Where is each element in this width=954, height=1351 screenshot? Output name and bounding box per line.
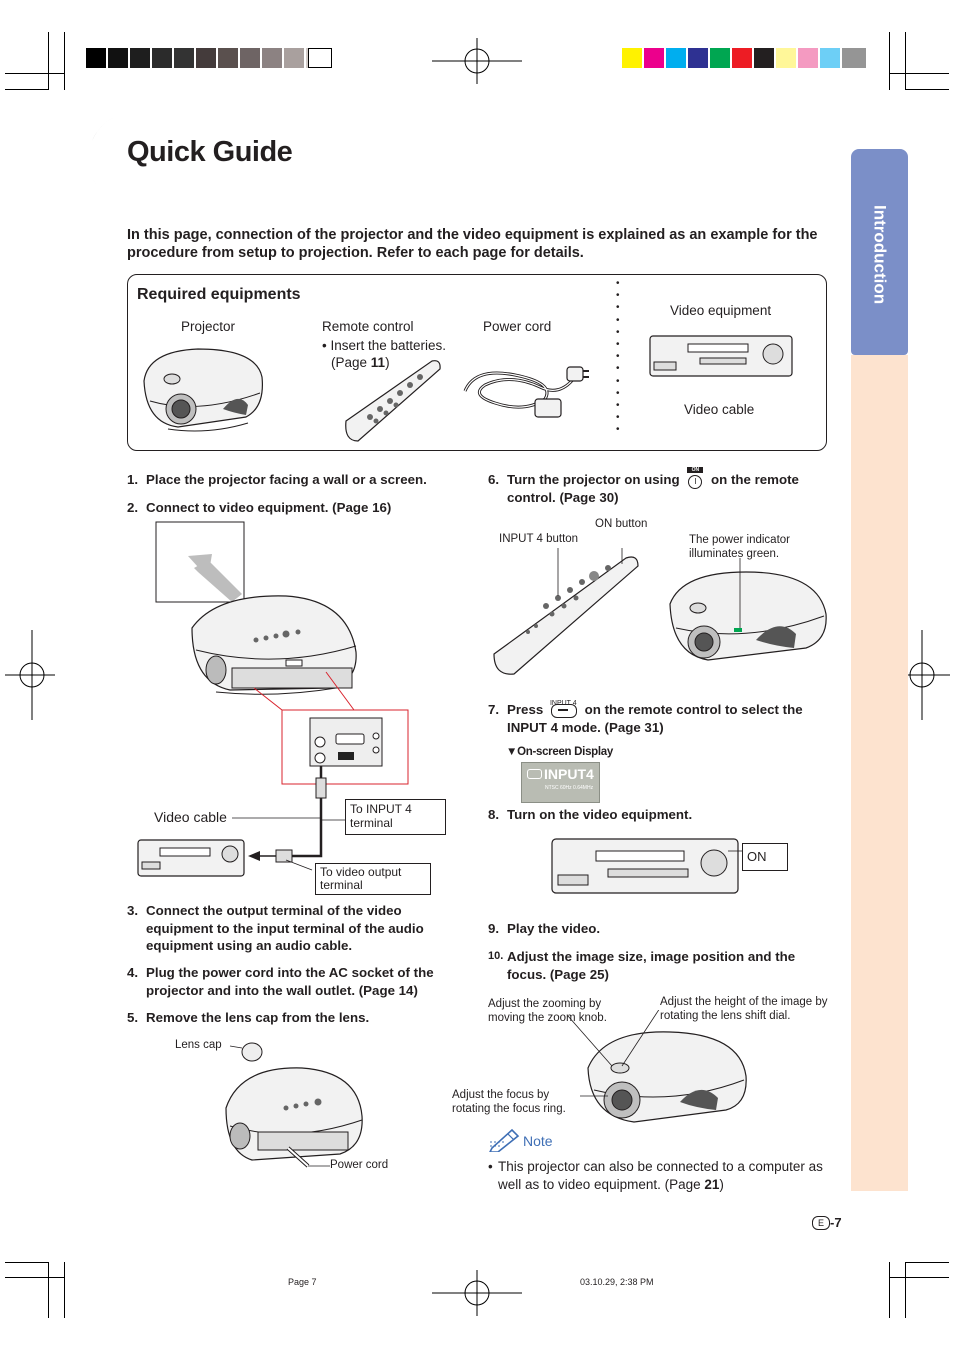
registration-mark-icon <box>432 38 522 84</box>
on-icon-label: ON <box>687 467 703 473</box>
step-5-text: Remove the lens cap from the lens. <box>146 1010 370 1025</box>
step-7 <box>488 701 833 736</box>
step-9-number: 9. <box>488 921 500 936</box>
step-7-text-b: on the remote control to select the INPUT 4 mode. (Page 31) <box>507 702 803 735</box>
intro-text: In this page, connection of the projector and the video equipment is explained as an example for the procedure from setup to projection. Refer to each page for details. <box>127 227 818 261</box>
note-text-a: This projector can also be connected to a computer as well as to video equipment. (Page <box>498 1159 823 1192</box>
note-label: Note <box>523 1133 553 1149</box>
remote-label: Remote control <box>322 319 414 334</box>
step-6-text-a: Turn the projector on using <box>507 472 680 487</box>
remote-page-suffix: ) <box>385 355 390 370</box>
input4-button-label: INPUT 4 button <box>499 533 579 545</box>
step-4-number: 4. <box>127 965 139 980</box>
step-3-number: 3. <box>127 903 139 918</box>
focus-label: Adjust the focus by rotating the focus ring. <box>452 1089 566 1115</box>
connection-diagram <box>136 520 466 895</box>
step-5-number: 5. <box>127 1010 139 1025</box>
step-8-text: Turn on the video equipment. <box>507 807 693 822</box>
note-pencil-icon <box>488 1126 524 1152</box>
footer-left: Page 7 <box>288 1277 317 1287</box>
registration-mark-icon <box>432 1270 522 1316</box>
step-4-text: Plug the power cord into the AC socket of the projector and into the wall outlet. (Page 14) <box>146 965 434 998</box>
projector-illustration <box>138 343 266 433</box>
remote-page-number: 11 <box>370 355 386 370</box>
vcr-on-diagram <box>550 835 745 897</box>
osd-signal-text: NTSC 60Hz 0.64MHz <box>545 785 594 791</box>
step-1-text: Place the projector facing a wall or a screen. <box>146 472 427 487</box>
osd-input-text: INPUT4 <box>544 766 594 782</box>
step-8 <box>488 806 833 824</box>
page-number <box>812 1215 842 1230</box>
to-input4-label: To INPUT 4 terminal <box>345 799 446 835</box>
step-5 <box>127 1009 467 1027</box>
to-video-output-label: To video output terminal <box>315 863 431 895</box>
step-9 <box>488 920 833 938</box>
page-badge: E <box>812 1216 830 1230</box>
step-6-number: 6. <box>488 472 500 487</box>
step-1-number: 1. <box>127 472 139 487</box>
remote-note: • Insert the batteries. (Page 11) <box>322 338 447 370</box>
registration-mark-icon <box>5 630 55 720</box>
zoom-label: Adjust the zooming by moving the zoom knob. <box>488 998 607 1024</box>
power-cord-illustration <box>455 347 590 427</box>
page-number-text: -7 <box>830 1215 842 1230</box>
footer-right: 03.10.29, 2:38 PM <box>580 1277 654 1287</box>
osd-input-icon <box>527 769 542 779</box>
diagram-video-cable-label: Video cable <box>154 809 227 825</box>
lens-shift-label: Adjust the height of the image by rotating the lens shift dial. <box>660 996 828 1022</box>
step-1 <box>127 471 467 489</box>
step-6 <box>488 467 833 506</box>
step-9-text: Play the video. <box>507 921 601 936</box>
step-2-text: Connect to video equipment. (Page 16) <box>146 500 392 515</box>
remote-illustration <box>340 355 445 445</box>
step-6-text-b: on the remote control. (Page 30) <box>507 472 799 505</box>
side-tab-label: Introduction <box>870 205 890 305</box>
step-8-number: 8. <box>488 807 500 822</box>
osd-heading-text: On-screen Display <box>517 746 613 758</box>
note-text: • This projector can also be connected to a computer as well as to video equipment. (Page 21) <box>488 1159 823 1192</box>
step-7-text-a: Press <box>507 702 544 717</box>
step-2-number: 2. <box>127 500 139 515</box>
vcr-illustration <box>648 332 794 380</box>
power-cord-diagram-label: Power cord <box>330 1159 389 1171</box>
step-10-number: 10. <box>488 950 504 962</box>
osd-heading: ▼On-screen Display <box>506 746 613 758</box>
remote-page-prefix: (Page <box>331 355 371 370</box>
note-text-b: ) <box>719 1177 724 1192</box>
step-7-number: 7. <box>488 702 500 717</box>
projector-label: Projector <box>181 319 236 334</box>
step-10 <box>488 948 833 983</box>
lens-cap-label: Lens cap <box>175 1039 222 1051</box>
input4-icon-label: INPUT 4 <box>549 700 577 707</box>
dotted-divider: • • • • • • • • • • • • • <box>616 278 620 436</box>
on-button-icon: ON I <box>686 474 704 486</box>
page-title: Quick Guide <box>127 136 293 168</box>
remote-note-text: Insert the batteries. <box>330 338 447 353</box>
step-2 <box>127 499 467 517</box>
power-cord-label: Power cord <box>483 319 552 334</box>
step-4 <box>127 964 467 999</box>
side-tab-background <box>851 355 908 1191</box>
step-3-text: Connect the output terminal of the video equipment to the input terminal of the audio equipment using an audio cable. <box>146 903 424 953</box>
adjustment-diagram <box>560 1010 750 1130</box>
step-10-text: Adjust the image size, image position and the focus. (Page 25) <box>507 949 796 982</box>
note-page-number: 21 <box>704 1177 720 1192</box>
video-cable-label: Video cable <box>684 402 755 417</box>
required-heading: Required equipments <box>137 286 301 303</box>
osd-display <box>521 762 600 803</box>
input4-button-icon <box>549 700 578 716</box>
on-button-label: ON button <box>595 518 648 530</box>
remote-projector-diagram <box>488 548 833 683</box>
power-indicator-label: The power indicator illuminates green. <box>689 534 790 560</box>
vcr-on-label: ON <box>742 843 788 871</box>
step-3 <box>127 902 467 955</box>
video-equipment-label: Video equipment <box>670 303 772 318</box>
